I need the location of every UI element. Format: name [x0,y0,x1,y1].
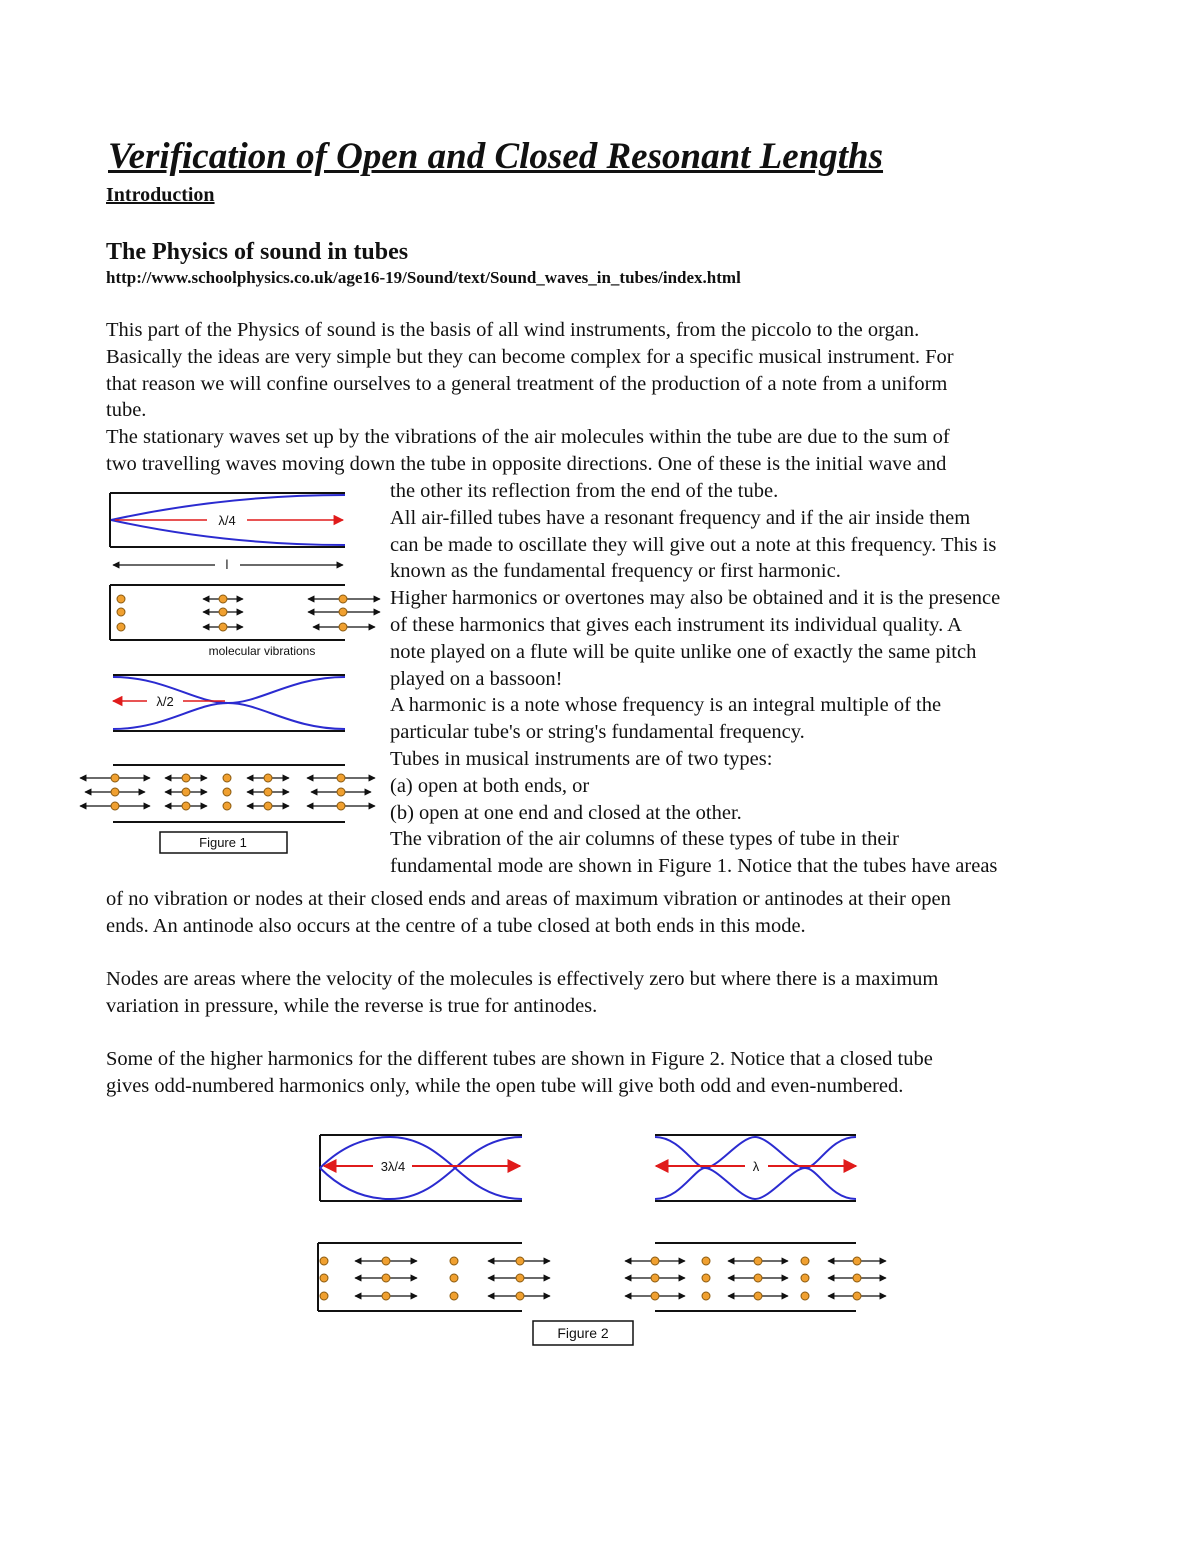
text-line: fundamental mode are shown in Figure 1. Notice that the tubes have areas [390,855,998,878]
quarter-wavelength-label: λ/4 [218,513,236,528]
text-line: variation in pressure, while the reverse is true for antinodes. [106,994,598,1017]
text-line: known as the fundamental frequency or first harmonic. [390,560,841,583]
half-wavelength-label: λ/2 [156,694,174,709]
text-line: note played on a flute will be quite unlike one of exactly the same pitch [390,640,977,663]
text-line: Nodes are areas where the velocity of the molecules is effectively zero but where there is a maximum [106,968,939,990]
text-line: Higher harmonics or overtones may also be obtained and it is the presence [390,587,1001,610]
text-line: played on a bassoon! [390,667,563,690]
molecular-vibrations-closed [110,585,380,658]
figure-1 [75,485,387,860]
text-line: Tubes in musical instruments are of two types: [390,747,773,770]
text-line: (b) open at one end and closed at the other. [390,801,742,824]
text-line: ends. An antinode also occurs at the centre of a tube closed at both ends in this mode. [106,914,806,937]
paragraph-2 [106,424,1106,478]
paragraph-3 [106,886,1106,940]
text-line: particular tube's or string's fundamental frequency. [390,721,805,744]
text-line: This part of the Physics of sound is the basis of all wind instruments, from the piccolo to the organ. [106,319,920,341]
molecular-vibrations-open [80,765,375,822]
text-line: gives odd-numbered harmonics only, while the open tube will give both odd and even-numbered. [106,1074,904,1097]
intro-heading: Introduction [106,184,215,206]
closed-tube-third-harmonic [320,1135,522,1201]
text-line: two travelling waves moving down the tube in opposite directions. One of these is the initial wave and [106,452,947,475]
paragraph-1 [106,317,1106,424]
text-line: (a) open at both ends, or [390,774,590,797]
figure-2 [300,1125,900,1350]
text-line: A harmonic is a note whose frequency is an integral multiple of the [390,694,942,717]
three-quarter-wavelength-label: 3λ/4 [380,1159,406,1174]
molecular-vibrations-label: molecular vibrations [208,644,316,658]
figure-2-caption: Figure 2 [557,1325,609,1341]
text-line: of no vibration or nodes at their closed ends and areas of maximum vibration or antinodes at their open [106,888,951,910]
text-line: Some of the higher harmonics for the different tubes are shown in Figure 2. Notice that a closed tube [106,1048,933,1070]
text-line: can be made to oscillate they will give out a note at this frequency. This is [390,533,997,556]
source-url: http://www.schoolphysics.co.uk/age16-19/Sound/text/Sound_waves_in_tubes/index.html [106,268,741,287]
open-tube-fundamental [113,675,345,731]
text-line: The stationary waves set up by the vibrations of the air molecules within the tube are due to the sum of [106,426,950,448]
closed-tube-fundamental [110,493,345,547]
text-line: of these harmonics that gives each instrument its individual quality. A [390,613,962,636]
section-heading: The Physics of sound in tubes [106,239,409,265]
figure-1-caption: Figure 1 [199,835,247,850]
text-line: the other its reflection from the end of the tube. [390,480,779,502]
length-label: l [225,557,229,572]
molecular-vibrations-closed-harmonic [318,1243,550,1311]
length-arrow [113,557,343,572]
paragraph-4 [106,966,1106,1020]
molecular-vibrations-open-harmonic [625,1243,886,1311]
text-line: All air-filled tubes have a resonant frequency and if the air inside them [390,506,971,529]
paragraph-5 [106,1046,1106,1100]
text-line: The vibration of the air columns of these types of tube in their [390,828,899,851]
wavelength-label: λ [752,1159,760,1174]
wrapped-paragraph [390,478,1100,880]
text-line: Basically the ideas are very simple but they can become complex for a specific musical instrument. For [106,345,954,368]
text-line: tube. [106,399,147,422]
page-title: Verification of Open and Closed Resonant Lengths [108,136,884,177]
text-line: that reason we will confine ourselves to a general treatment of the production of a note from a uniform [106,372,948,395]
open-tube-second-harmonic [655,1135,856,1201]
